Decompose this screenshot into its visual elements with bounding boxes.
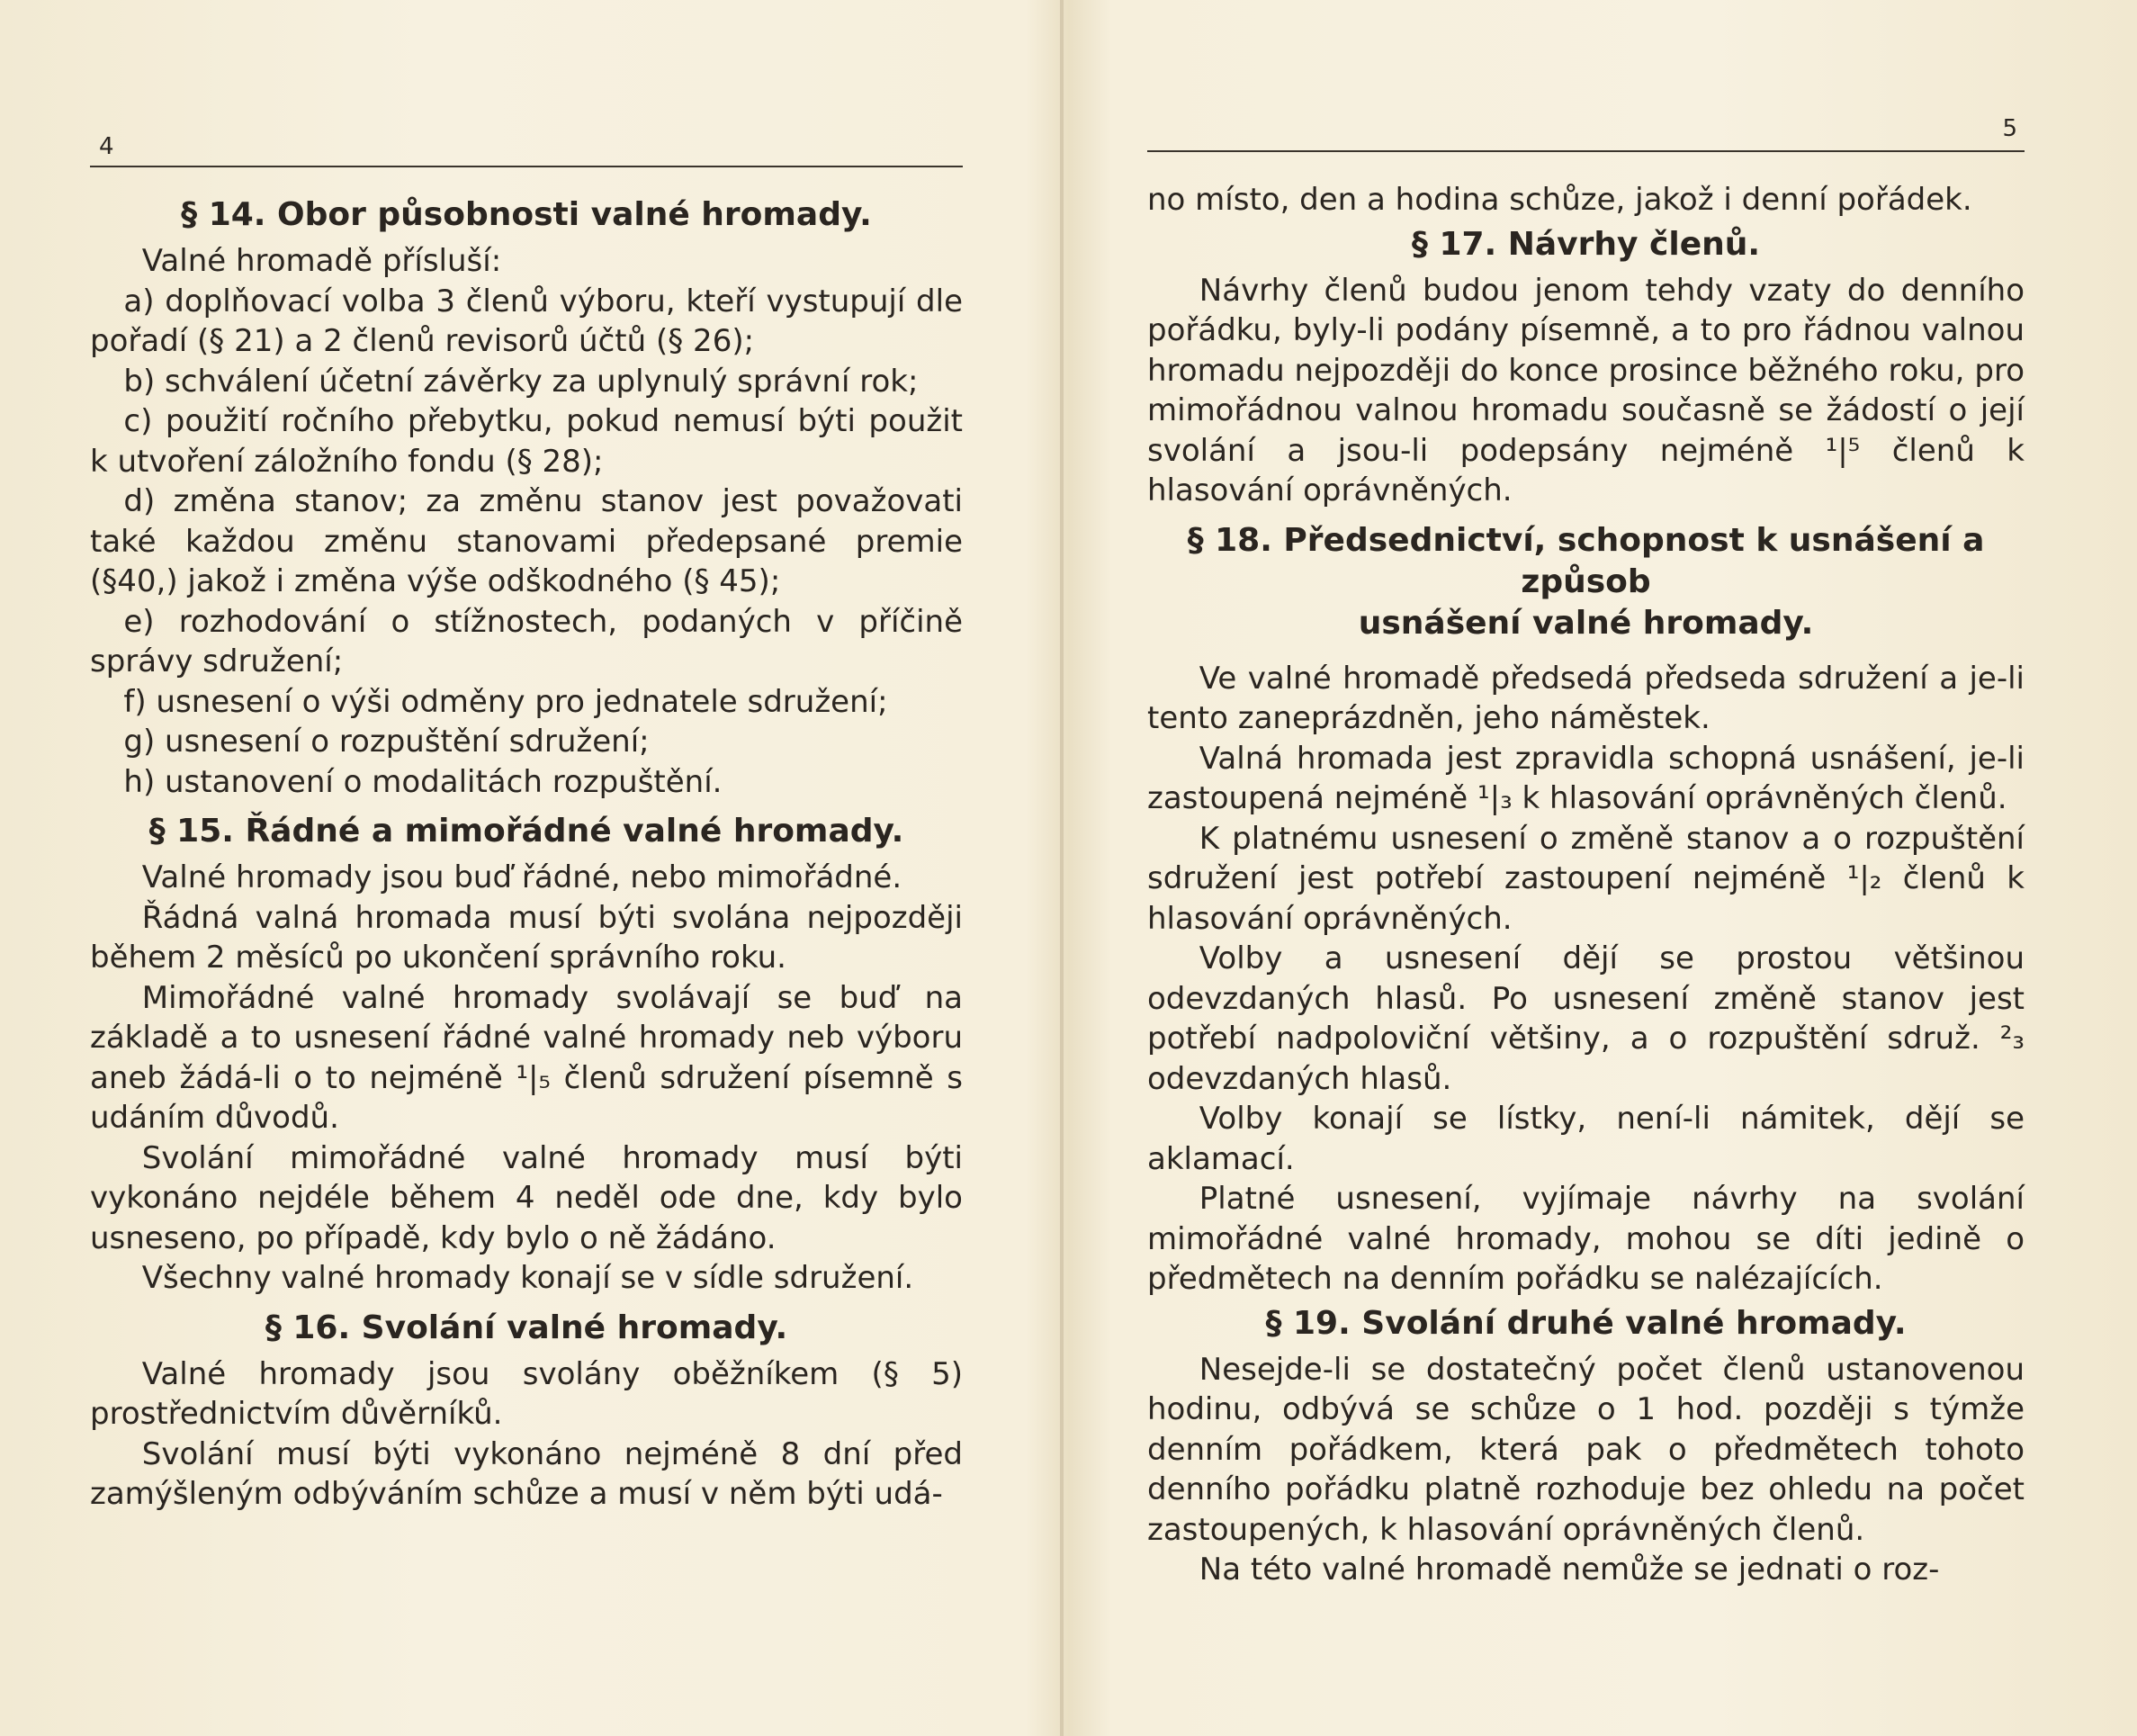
section-18-paragraph: K platnému usnesení o změně stanov a o rozpuštění sdružení jest potřebí zastoupení nejméně ¹|₂ členů k hlasování oprávněných. xyxy=(1147,820,2025,937)
section-14-item-b: b) schválení účetní závěrky za uplynulý správní rok; xyxy=(123,363,919,400)
section-18-heading-line2: usnášení valné hromady. xyxy=(1358,604,1814,642)
section-18-paragraph: Platné usnesení, vyjímaje návrhy na svolání mimořádné valné hromady, mohou se díti jedině o předmětech na denním pořádku se nalézajících. xyxy=(1147,1181,2025,1297)
right-page-text xyxy=(1147,180,2025,1590)
page-number-left: 4 xyxy=(99,133,114,160)
section-14-item-f: f) usnesení o výši odměny pro jednatele sdružení; xyxy=(123,683,888,720)
section-18-paragraph: Valná hromada jest zpravidla schopná usnášení, je-li zastoupená nejméně ¹|₃ k hlasování oprávněných členů. xyxy=(1147,740,2025,816)
section-14-intro: Valné hromadě přísluší: xyxy=(141,243,502,279)
section-14-item-d: d) změna stanov; za změnu stanov jest považovati také každou změnu stanovami předepsané premie (§40,) jakož i změna výše odškodného (§ 45); xyxy=(90,483,963,599)
section-18-paragraph: Volby a usnesení dějí se prostou většinou odevzdaných hlasů. Po usnesení změně stanov jest potřebí nadpoloviční většiny, a o rozpuštění sdruž. ²₃ odevzdaných hlasů. xyxy=(1147,940,2025,1097)
section-15-paragraph: Mimořádné valné hromady svolávají se buď na základě a to usnesení řádné valné hromady neb výboru aneb žádá-li o to nejméně ¹|₅ členů sdružení písemně s udáním důvodů. xyxy=(90,979,963,1136)
section-14-item-h: h) ustanovení o modalitách rozpuštění. xyxy=(123,763,723,800)
section-14-item-e: e) rozhodování o stížnostech, podaných v příčině správy sdružení; xyxy=(90,603,963,679)
header-rule-left xyxy=(90,166,963,167)
section-19-heading: § 19. Svolání druhé valné hromady. xyxy=(1265,1304,1907,1342)
left-page-text xyxy=(90,191,963,1515)
section-18-paragraph: Ve valné hromadě předsedá předseda sdružení a je-li tento zaneprázdněn, jeho náměstek. xyxy=(1147,660,2025,736)
section-15-paragraph: Řádná valná hromada musí býti svolána nejpozději během 2 měsíců po ukončení správního roku. xyxy=(90,899,963,976)
section-15-paragraph: Všechny valné hromady konají se v sídle sdružení. xyxy=(141,1260,914,1296)
section-14-item-g: g) usnesení o rozpuštění sdružení; xyxy=(123,724,650,760)
header-rule-right xyxy=(1147,150,2025,152)
section-18-heading-line1: § 18. Předsednictví, schopnost k usnášení a způsob xyxy=(1187,521,1985,600)
section-15-heading: § 15. Řádné a mimořádné valné hromady. xyxy=(148,813,904,850)
section-16-paragraph: Svolání musí býti vykonáno nejméně 8 dní před zamýšleným odbýváním schůze a musí v něm býti udá- xyxy=(90,1435,963,1512)
section-14-item-c: c) použití ročního přebytku, pokud nemusí býti použit k utvoření záložního fondu (§ 28); xyxy=(90,403,963,480)
book-gutter xyxy=(1060,0,1064,1736)
section-14-heading: § 14. Obor působnosti valné hromady. xyxy=(181,196,872,233)
section-18-paragraph: Volby konají se lístky, není-li námitek, dějí se aklamací. xyxy=(1147,1101,2025,1177)
left-page xyxy=(90,0,963,1736)
section-17-heading: § 17. Návrhy členů. xyxy=(1411,225,1761,263)
section-15-paragraph: Svolání mimořádné valné hromady musí býti vykonáno nejdéle během 4 neděl ode dne, kdy bylo usneseno, po případě, kdy bylo o ně žádáno. xyxy=(90,1139,963,1256)
section-18-heading xyxy=(1147,520,2025,644)
continuation-text: no místo, den a hodina schůze, jakož i denní pořádek. xyxy=(1147,182,1972,218)
right-page xyxy=(1147,0,2025,1736)
section-19-paragraph: Na této valné hromadě nemůže se jednati o roz- xyxy=(1199,1552,1940,1588)
section-16-heading: § 16. Svolání valné hromady. xyxy=(265,1309,788,1346)
section-17-paragraph: Návrhy členů budou jenom tehdy vzaty do denního pořádku, byly-li podány písemně, a to pro řádnou valnou hromadu nejpozději do konce prosince běžného roku, pro mimořádnou valnou hromadu současně se žádostí o její svolání a jsou-li podepsány nejméně ¹|⁵ členů k hlasování oprávněných. xyxy=(1147,272,2025,508)
section-16-paragraph: Valné hromady jsou svolány oběžníkem (§ 5) prostřednictvím důvěrníků. xyxy=(90,1355,963,1432)
section-19-paragraph: Nesejde-li se dostatečný počet členů ustanovenou hodinu, odbývá se schůze o 1 hod. později s týmže denním pořádkem, která pak o předmětech tohoto denního pořádku platně rozhoduje bez ohledu na počet zastoupených, k hlasování oprávněných členů. xyxy=(1147,1351,2025,1548)
page-number-right: 5 xyxy=(2002,115,2017,142)
section-14-item-a: a) doplňovací volba 3 členů výboru, kteří vystupují dle pořadí (§ 21) a 2 členů revisorů účtů (§ 26); xyxy=(90,283,963,359)
section-15-paragraph: Valné hromady jsou buď řádné, nebo mimořádné. xyxy=(141,859,902,895)
